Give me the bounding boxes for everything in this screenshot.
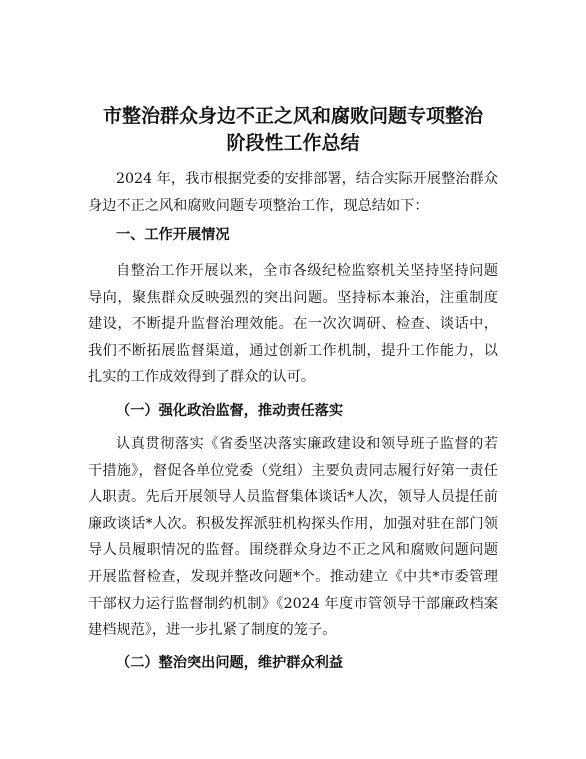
title-line-1: 市整治群众身边不正之风和腐败问题专项整治 — [102, 105, 483, 127]
subsection-heading-rectify-issues: （二）整治突出问题，维护群众利益 — [116, 655, 344, 671]
subsection-paragraph-political-supervision: 认真贯彻落实《省委坚决落实廉政建设和领导班子监督的若干措施》，督促各单位党委（党组）主要负责同志履行好第一责任人职责。先后开展领导人员监督集体谈话*人次，领导人员提任前廉政谈话*人次。积极发挥派驻机构探头作用，加强对驻在部门领导人员履职情况的监督。围绕群众身边不正之风和腐败问题问题开展监督检查，发现并整改问题*个。推动建立《中共*市委管理干部权力运行监督制约机制》《2024 年度市管领导干部廉政档案建档规范》，进一步扎紧了制度的笼子。 — [88, 436, 498, 639]
subsection-heading-political-supervision: （一）强化政治监督，推动责任落实 — [116, 403, 344, 419]
section-paragraph-work-progress: 自整治工作开展以来，全市各级纪检监察机关坚持坚持问题导向，聚焦群众反映强烈的突出问题。坚持标本兼治，注重制度建设，不断提升监督治理效能。在一次次调研、检查、谈话中，我们不断拓展监督渠道，通过创新工作机制，提升工作能力，以扎实的工作成效得到了群众的认可。 — [88, 263, 498, 386]
section-heading-work-progress: 一、工作开展情况 — [116, 227, 230, 243]
intro-paragraph: 2024 年，我市根据党委的安排部署，结合实际开展整治群众身边不正之风和腐败问题专项整治工作，现总结如下： — [88, 171, 498, 214]
document-title — [88, 103, 498, 157]
title-line-2: 阶段性工作总结 — [226, 132, 360, 154]
